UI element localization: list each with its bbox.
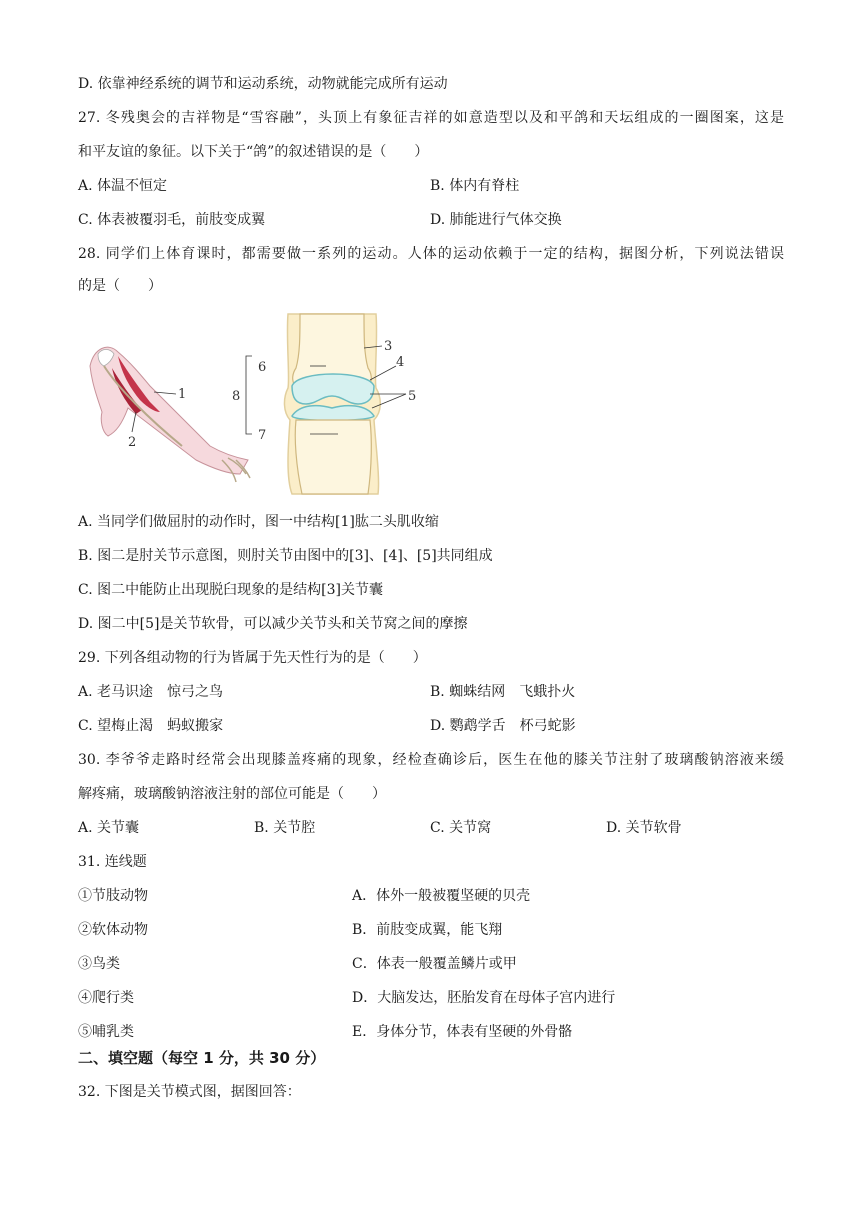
q28-option-a: A. 当同学们做屈肘的动作时，图一中结构[1]肱二头肌收缩	[78, 514, 439, 530]
q29-stem: 29. 下列各组动物的行为皆属于先天性行为的是（ ）	[78, 650, 427, 666]
q27-option-b: B. 体内有脊柱	[430, 178, 520, 194]
q29-option-a: A. 老马识途 惊弓之鸟	[78, 684, 224, 700]
section-heading: 二、填空题（每空 1 分，共 30 分）	[78, 1049, 326, 1067]
q31-left-item: ⑤哺乳类	[78, 1024, 134, 1040]
arm-muscle-diagram	[90, 347, 250, 482]
q30-stem-line1: 30. 李爷爷走路时经常会出现膝盖疼痛的现象，经检查确诊后，医生在他的膝关节注射了玻璃酸钠溶液来缓	[78, 752, 784, 768]
q28-option-c: C. 图二中能防止出现脱臼现象的是结构[3]关节囊	[78, 582, 383, 598]
q26-option-d: D. 依靠神经系统的调节和运动系统，动物就能完成所有运动	[78, 76, 448, 92]
q31-left-item: ①节肢动物	[78, 888, 148, 904]
q32-stem: 32. 下图是关节模式图，据图回答：	[78, 1084, 301, 1100]
q30-stem-line2: 解疼痛，玻璃酸钠溶液注射的部位可能是（ ）	[78, 786, 386, 802]
q27-stem-line1: 27. 冬残奥会的吉祥物是“雪容融”，头顶上有象征吉祥的如意造型以及和平鸽和天坛组成的一圈图案，这是	[78, 110, 784, 126]
q29-option-d: D. 鹦鹉学舌 杯弓蛇影	[430, 718, 576, 734]
label-8: 8	[232, 389, 241, 404]
q27-stem-line2: 和平友谊的象征。以下关于“鸽”的叙述错误的是（ ）	[78, 144, 429, 160]
q27-option-a: A. 体温不恒定	[78, 178, 168, 194]
q31-left-item: ③鸟类	[78, 956, 120, 972]
label-1: 1	[178, 387, 187, 402]
q28-option-b: B. 图二是肘关节示意图，则肘关节由图中的[3]、[4]、[5]共同组成	[78, 548, 493, 564]
q31-right-item: E．身体分节，体表有坚硬的外骨骼	[352, 1024, 573, 1040]
q28-option-d: D. 图二中[5]是关节软骨，可以减少关节头和关节窝之间的摩擦	[78, 616, 468, 632]
q28-stem-line1: 28. 同学们上体育课时，都需要做一系列的运动。人体的运动依赖于一定的结构，据图分析，下列说法错误	[78, 246, 784, 262]
q29-option-c: C. 望梅止渴 蚂蚁搬家	[78, 718, 224, 734]
q31-right-item: A．体外一般被覆坚硬的贝壳	[352, 888, 531, 904]
q28-figure	[78, 308, 428, 498]
label-7: 7	[258, 428, 267, 443]
label-5: 5	[408, 389, 417, 404]
q30-option-c: C. 关节窝	[430, 820, 492, 836]
label-4: 4	[396, 355, 405, 370]
label-6: 6	[258, 360, 267, 375]
q31-left-item: ②软体动物	[78, 922, 148, 938]
q28-stem-line2: 的是（ ）	[78, 278, 162, 294]
q31-right-item: B．前肢变成翼，能飞翔	[352, 922, 503, 938]
q30-option-a: A. 关节囊	[78, 820, 140, 836]
q31-right-item: C．体表一般覆盖鳞片或甲	[352, 956, 517, 972]
q30-option-d: D. 关节软骨	[606, 820, 682, 836]
joint-diagram	[246, 314, 406, 494]
label-3: 3	[384, 339, 393, 354]
q30-option-b: B. 关节腔	[254, 820, 316, 836]
q31-stem: 31. 连线题	[78, 854, 147, 870]
q31-left-item: ④爬行类	[78, 990, 134, 1006]
q29-option-b: B. 蜘蛛结网 飞蛾扑火	[430, 684, 576, 700]
label-2: 2	[128, 435, 137, 450]
q27-option-c: C. 体表被覆羽毛，前肢变成翼	[78, 212, 266, 228]
q27-option-d: D. 肺能进行气体交换	[430, 212, 562, 228]
q31-right-item: D．大脑发达，胚胎发育在母体子宫内进行	[352, 990, 616, 1006]
